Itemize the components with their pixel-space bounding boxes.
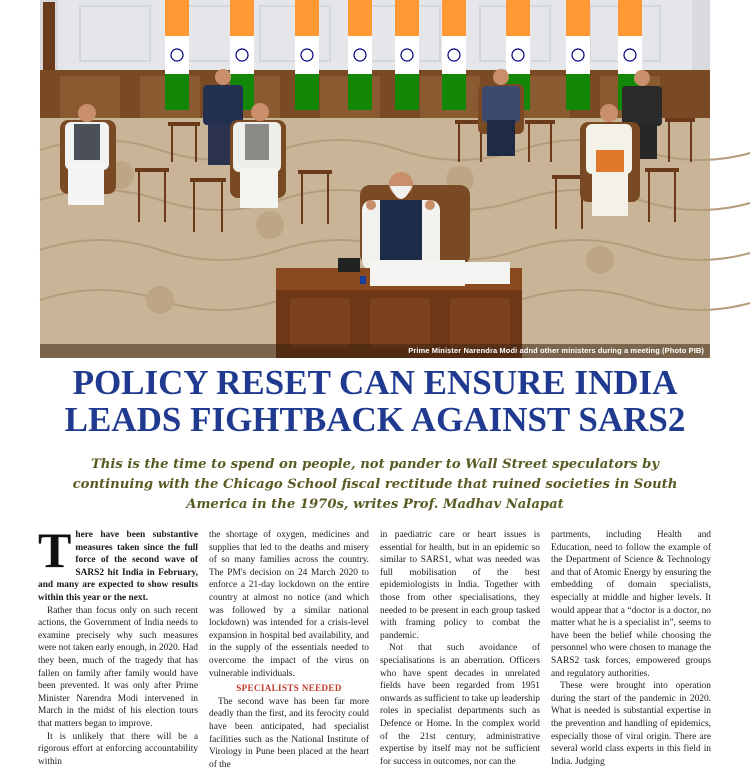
column-1 (38, 522, 198, 767)
body-paragraph: Not that such avoidance of specialisations is an aberration. Officers who have spent decades in unrelated fields have been regarded from 1951 onwards as sufficient to take up leadership roles in specialist departments such as Defence or Home. In the complex world of the 21st century, administrative expertise by itself may not be sufficient for success in outcomes, nor can the (380, 643, 540, 767)
headline-line: POLICY RESET CAN ENSURE INDIA (72, 363, 678, 402)
headline-line: LEADS FIGHTBACK AGAINST SARS2 (64, 400, 686, 439)
column-2 (209, 529, 369, 770)
article-headline (0, 364, 750, 438)
body-paragraph: The second wave has been far more deadly than the first, and its ferocity could have been anticipated, had specialist facilities such as the National Institute of Virology in Pune been placed at the heart of the (209, 696, 369, 770)
article-standfirst (45, 455, 705, 515)
body-paragraph: It is unlikely that there will be a rigorous effort at enforcing accountability within (38, 731, 198, 767)
column-4 (551, 529, 711, 767)
column-3 (380, 529, 540, 767)
standfirst-line: America in the 1970s, writes Prof. Madhav Nalapat (186, 497, 564, 512)
body-paragraph: These were brought into operation during the start of the pandemic in 2020. What is needed is substantial expertise in the prevention and handling of epidemics, especially those of viral origin. There are several world class experts in this field in India. Judging (551, 681, 711, 767)
section-subhead: SPECIALISTS NEEDED (236, 683, 342, 694)
photo-caption: Prime Minister Narendra Modi adnd other ministers during a meeting (Photo PIB) (408, 346, 704, 355)
meeting-photo (40, 0, 710, 358)
drop-cap: T (38, 522, 72, 578)
body-paragraph: the shortage of oxygen, medicines and supplies that led to the deaths and misery of so many families across the country. The PM's decision on 24 March 2020 to enforce a 21-day lockdown on the entire country at almost no notice (and which was followed by a similar national lockdown) was intended for a crisis-level expansion in hospital bed availability, and in the supply of the essentials needed to overcome the impact of the virus on vulnerable individuals. (209, 530, 369, 679)
standfirst-line: This is the time to spend on people, not pander to Wall Street speculators by (90, 457, 660, 472)
standfirst-line: continuing with the Chicago School fiscal rectitude that ruined societies in South (72, 477, 678, 492)
body-paragraph: in paediatric care or heart issues is essential for health, but in an epidemic so similar to SARS1, what was needed was full mobilisation of the best epidemiologists in India. Together with those from other specialisations, they needed to be present in each group tasked with framing policy to combat the pandemic. (380, 530, 540, 641)
body-paragraph: partments, including Health and Education, need to follow the example of the Department of Science & Technology and that of Atomic Energy by ensuring the embedding of domain specialists, especially at middle and higher levels. It would appear that a “doctor is a doctor, no matter what he is a specialist in”, seems to have been the belief while choosing the personnel who were chosen to manage the SARS2 task forces, empowered groups and regulatory authorities. (551, 530, 711, 679)
lead-paragraph: here have been substantive measures taken since the full force of the second wave of SARS2 hit India in February, and many are expected to show results within this year or the next. (38, 530, 198, 603)
body-paragraph: Rather than focus only on such recent actions, the Government of India needs to examine precisely why such measures were not taken early enough, in 2020. Had they been, much of the tragedy that has fallen on family after family would have been prevented. It was only after Prime Minister Narendra Modi intervened in March in the midst of his election tours that matters began to improve. (38, 605, 198, 729)
